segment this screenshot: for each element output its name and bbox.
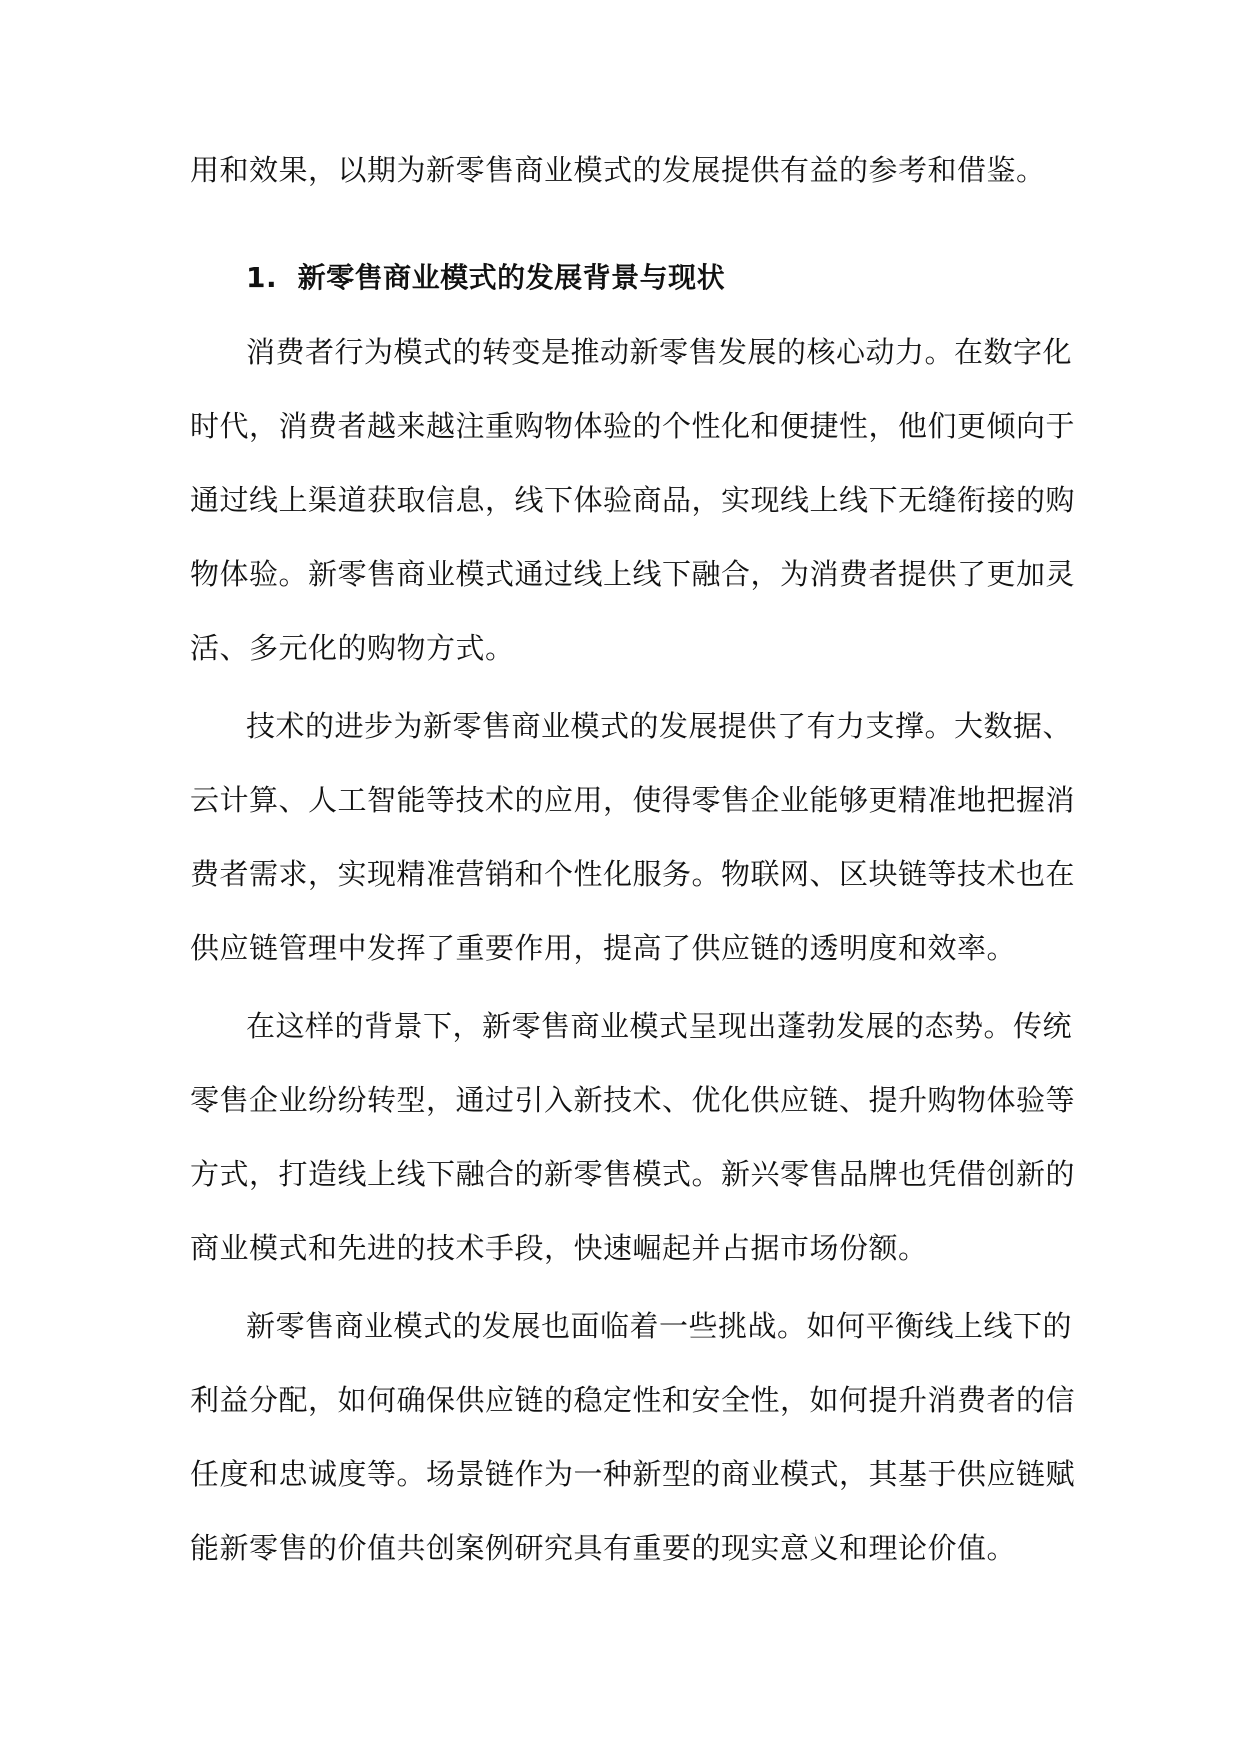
paragraph-3-line-4: 商业模式和先进的技术手段，快速崛起并占据市场份额。 bbox=[190, 1231, 928, 1265]
paragraph-1-line-1: 消费者行为模式的转变是推动新零售发展的核心动力。在数字化 bbox=[246, 335, 1073, 369]
paragraph-4-line-3: 任度和忠诚度等。场景链作为一种新型的商业模式，其基于供应链赋 bbox=[190, 1457, 1076, 1491]
paragraph-2-line-3: 费者需求，实现精准营销和个性化服务。物联网、区块链等技术也在 bbox=[190, 857, 1076, 891]
paragraph-3-line-2: 零售企业纷纷转型，通过引入新技术、优化供应链、提升购物体验等 bbox=[190, 1083, 1076, 1117]
paragraph-1-line-3: 通过线上渠道获取信息，线下体验商品，实现线上线下无缝衔接的购 bbox=[190, 483, 1076, 517]
paragraph-4-line-1: 新零售商业模式的发展也面临着一些挑战。如何平衡线上线下的 bbox=[246, 1309, 1073, 1343]
section-title: 新零售商业模式的发展背景与现状 bbox=[297, 261, 726, 294]
section-heading bbox=[246, 258, 725, 298]
paragraph-2-line-2: 云计算、人工智能等技术的应用，使得零售企业能够更精准地把握消 bbox=[190, 783, 1076, 817]
paragraph-1-line-2: 时代，消费者越来越注重购物体验的个性化和便捷性，他们更倾向于 bbox=[190, 409, 1076, 443]
paragraph-1-line-4: 物体验。新零售商业模式通过线上线下融合，为消费者提供了更加灵 bbox=[190, 557, 1076, 591]
section-number: 1. bbox=[246, 261, 278, 294]
paragraph-2-line-4: 供应链管理中发挥了重要作用，提高了供应链的透明度和效率。 bbox=[190, 931, 1017, 965]
paragraph-4-line-4: 能新零售的价值共创案例研究具有重要的现实意义和理论价值。 bbox=[190, 1531, 1017, 1565]
paragraph-2-line-1: 技术的进步为新零售商业模式的发展提供了有力支撑。大数据、 bbox=[246, 709, 1073, 743]
paragraph-1-line-5: 活、多元化的购物方式。 bbox=[190, 631, 515, 665]
paragraph-3-line-3: 方式，打造线上线下融合的新零售模式。新兴零售品牌也凭借创新的 bbox=[190, 1157, 1076, 1191]
paragraph-3-line-1: 在这样的背景下，新零售商业模式呈现出蓬勃发展的态势。传统 bbox=[246, 1009, 1073, 1043]
lead-in-line: 用和效果，以期为新零售商业模式的发展提供有益的参考和借鉴。 bbox=[190, 153, 1046, 187]
paragraph-4-line-2: 利益分配，如何确保供应链的稳定性和安全性，如何提升消费者的信 bbox=[190, 1383, 1076, 1417]
